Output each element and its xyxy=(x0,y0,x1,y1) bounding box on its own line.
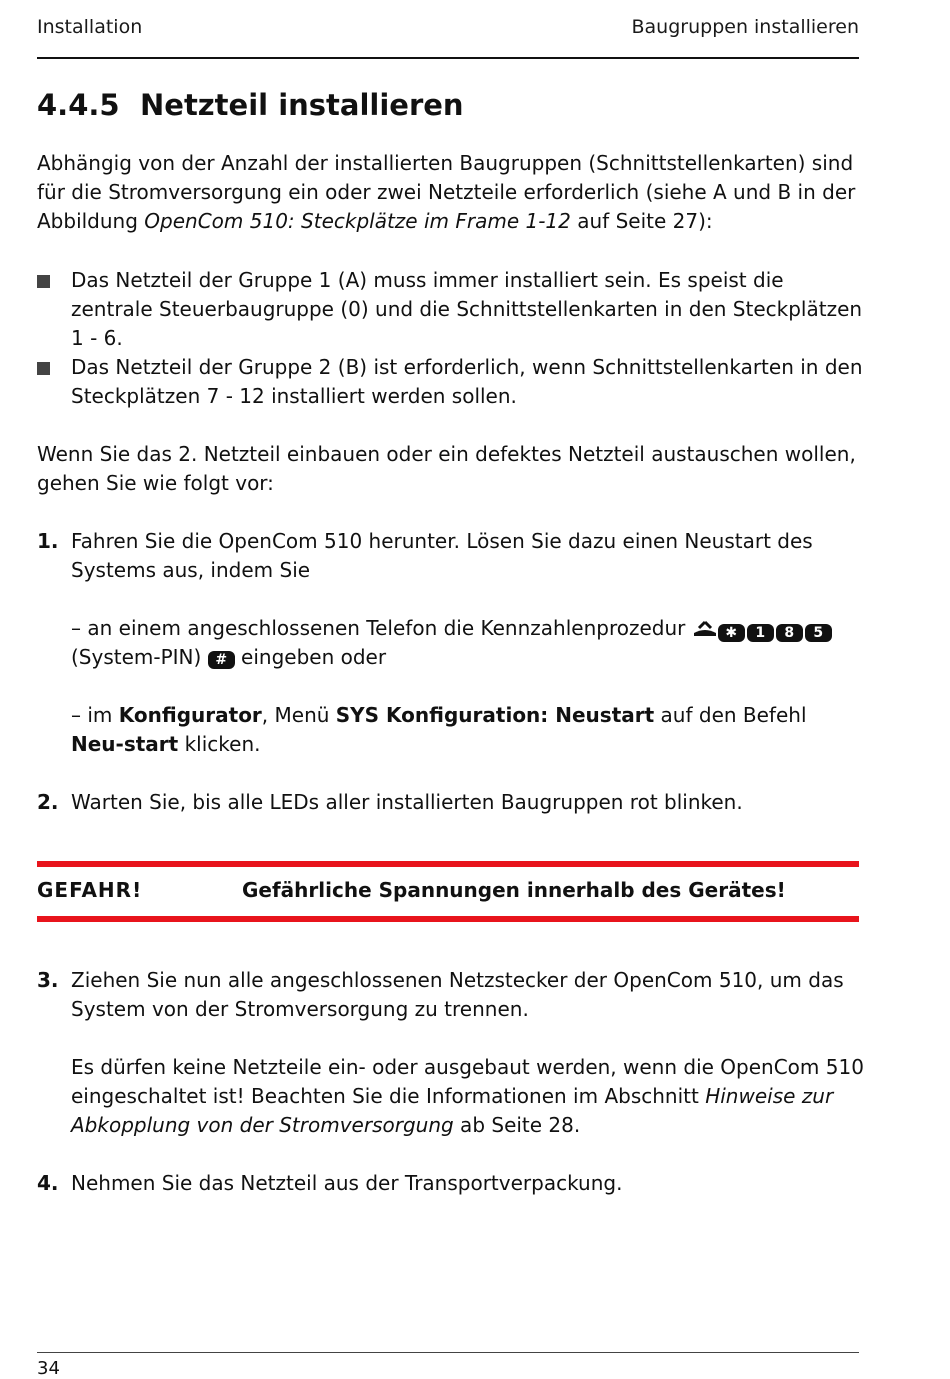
step-2-text: Warten Sie, bis alle LEDs aller installierten Baugruppen rot blinken. xyxy=(71,790,743,814)
step-3-text: Ziehen Sie nun alle angeschlossenen Netzstecker der OpenCom 510, um das System von der Stromversorgung zu trennen. xyxy=(71,968,844,1021)
figure-reference: OpenCom 510: Steckplätze im Frame 1-12 xyxy=(144,209,571,233)
warning-label: GEFAHR! xyxy=(37,878,143,902)
warning-rule-top xyxy=(37,861,859,867)
warning-rule-bottom xyxy=(37,916,859,922)
section-number: 4.4.5 xyxy=(37,88,120,122)
hash-key-icon: # xyxy=(208,651,235,669)
handset-lift-icon xyxy=(692,619,718,637)
header-divider xyxy=(37,57,859,59)
step-3-note: Es dürfen keine Netzteile ein- oder ausgebaut werden, wenn die OpenCom 510 eingeschaltet ist! Beachten Sie die Informationen im Abschnitt Hinweise zur Abkopplung von der Stromversorgung ab Seite 28. xyxy=(71,1055,864,1137)
star-key-icon: ✱ xyxy=(718,624,745,642)
digit-key-icon: 5 xyxy=(805,624,832,642)
footer-divider xyxy=(37,1352,859,1353)
bullet-item-group-2: Das Netzteil der Gruppe 2 (B) ist erforderlich, wenn Schnittstellenkarten in den Steckplätzen 7 - 12 installiert werden sollen. xyxy=(71,355,863,408)
bullet-square-icon xyxy=(37,275,50,288)
bullet-square-icon xyxy=(37,362,50,375)
procedure-lead-in: Wenn Sie das 2. Netzteil einbauen oder ein defektes Netzteil austauschen wollen, gehen Sie wie folgt vor: xyxy=(37,442,856,495)
digit-key-icon: 1 xyxy=(747,624,774,642)
step-number: 3. xyxy=(37,968,59,992)
step-1-option-configurator: – im Konfigurator, Menü SYS Konfiguration: Neustart auf den Befehl Neu-start klicken. xyxy=(71,703,807,756)
section-title: Netzteil installieren xyxy=(140,88,464,122)
running-header-chapter: Installation xyxy=(37,16,143,38)
step-4-text: Nehmen Sie das Netzteil aus der Transportverpackung. xyxy=(71,1171,623,1195)
step-1-option-phone: – an einem angeschlossenen Telefon die Kennzahlenprozedur ✱ 1 8 5 (System-PIN) # eingeben oder xyxy=(71,614,871,672)
section-reference: Hinweise zur Abkopplung von der Stromversorgung xyxy=(71,1084,834,1137)
intro-paragraph: Abhängig von der Anzahl der installierten Baugruppen (Schnittstellenkarten) sind für die Stromversorgung ein oder zwei Netzteile erforderlich (siehe A und B in der Abbildung OpenCom 510: Steckplätze im Frame 1-12 auf Seite 27): xyxy=(37,151,856,233)
step-number: 4. xyxy=(37,1171,59,1195)
step-number: 2. xyxy=(37,790,59,814)
bullet-item-group-1: Das Netzteil der Gruppe 1 (A) muss immer installiert sein. Es speist die zentrale Steuerbaugruppe (0) und die Schnittstellenkarten in den Steckplätzen 1 - 6. xyxy=(71,268,863,350)
warning-text: Gefährliche Spannungen innerhalb des Gerätes! xyxy=(242,878,786,902)
digit-key-icon: 8 xyxy=(776,624,803,642)
step-1-text: Fahren Sie die OpenCom 510 herunter. Lösen Sie dazu einen Neustart des Systems aus, indem Sie xyxy=(71,529,813,582)
page-number: 34 xyxy=(37,1358,60,1379)
step-number: 1. xyxy=(37,529,59,553)
running-header-section: Baugruppen installieren xyxy=(631,16,859,38)
